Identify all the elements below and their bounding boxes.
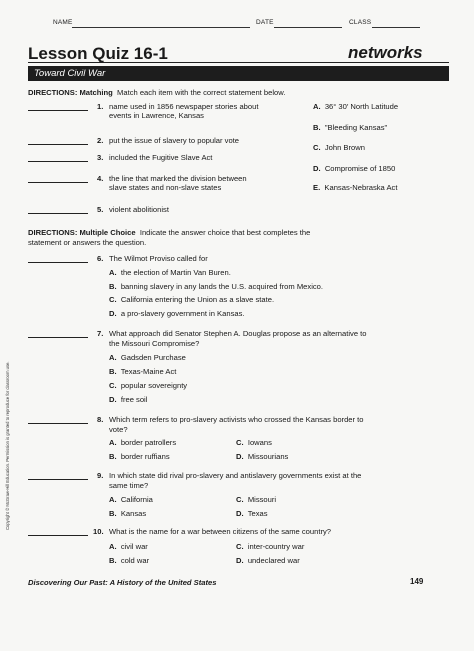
section-bar: Toward Civil War	[28, 66, 449, 81]
question-text-line1: What approach did Senator Stephen A. Douglas propose as an alternative to	[109, 329, 367, 338]
item-text-line1: the line that marked the division between	[109, 174, 247, 183]
mc-directions-text: Indicate the answer choice that best completes the	[139, 228, 311, 237]
mc-directions	[28, 228, 310, 237]
option-a[interactable]: A. civil war	[109, 542, 148, 551]
option-b[interactable]: B. banning slavery in any lands the U.S. acquired from Mexico.	[109, 282, 324, 291]
mc-directions-line2: statement or answers the question.	[28, 238, 147, 247]
answer-blank[interactable]	[28, 213, 88, 214]
answer-blank[interactable]	[28, 161, 88, 162]
answer-blank[interactable]	[28, 423, 88, 424]
option-b[interactable]: B. Kansas	[109, 509, 147, 518]
question-number: 6.	[97, 254, 104, 263]
networks-logo: networks	[348, 43, 423, 62]
option-d[interactable]: D. a pro-slavery government in Kansas.	[109, 309, 245, 318]
option-c[interactable]: C. inter-country war	[236, 542, 305, 551]
class-line[interactable]	[372, 27, 420, 28]
date-label: DATE	[256, 19, 274, 26]
class-label: CLASS	[349, 19, 372, 26]
answer-blank[interactable]	[28, 144, 88, 145]
item-text-line1: put the issue of slavery to popular vote	[109, 136, 240, 145]
option-b[interactable]: B. Texas-Maine Act	[109, 367, 177, 376]
question-number: 9.	[97, 471, 104, 480]
item-number: 3.	[97, 153, 104, 162]
question-number: 7.	[97, 329, 104, 338]
item-text-line1: name used in 1856 newspaper stories about	[109, 102, 259, 111]
question-text-line2: the Missouri Compromise?	[109, 339, 200, 348]
name-line[interactable]	[72, 27, 250, 28]
item-text-line1: included the Fugitive Slave Act	[109, 153, 213, 162]
answer-choice-d: D. Compromise of 1850	[313, 164, 396, 173]
item-number: 5.	[97, 205, 104, 214]
matching-directions	[28, 88, 285, 97]
option-c[interactable]: C. Missouri	[236, 495, 277, 504]
answer-choice-c: C. John Brown	[313, 143, 365, 152]
item-text-line2: slave states and non-slave states	[109, 183, 222, 192]
item-number: 4.	[97, 174, 104, 183]
item-number: 2.	[97, 136, 104, 145]
answer-blank[interactable]	[28, 479, 88, 480]
option-b[interactable]: B. border ruffians	[109, 452, 170, 461]
option-b[interactable]: B. cold war	[109, 556, 150, 565]
footer-book-title: Discovering Our Past: A History of the United States	[28, 578, 217, 587]
page-number: 149	[410, 577, 424, 586]
question-text-line2: vote?	[109, 425, 128, 434]
option-d[interactable]: D. free soil	[109, 395, 148, 404]
copyright-note: Copyright © McGraw-Hill Education. Permission is granted to reproduce for classroom use.	[5, 361, 10, 530]
question-text-line2: same time?	[109, 481, 149, 490]
question-number: 8.	[97, 415, 104, 424]
question-text: The Wilmot Proviso called for	[109, 254, 208, 263]
answer-blank[interactable]	[28, 337, 88, 338]
question-text-line1: Which term refers to pro-slavery activists who crossed the Kansas border to	[109, 415, 364, 424]
matching-directions-heading: DIRECTIONS: Matching	[28, 88, 113, 97]
date-line[interactable]	[274, 27, 342, 28]
answer-choice-a: A. 36° 30′ North Latitude	[313, 102, 399, 111]
question-text-line1: In which state did rival pro-slavery and antislavery governments exist at the	[109, 471, 362, 480]
item-number: 1.	[97, 102, 104, 111]
matching-directions-text: Match each item with the correct statement below.	[117, 88, 286, 97]
option-c[interactable]: C. California entering the Union as a slave state.	[109, 295, 275, 304]
question-number: 10.	[93, 527, 104, 536]
item-text-line2: events in Lawrence, Kansas	[109, 111, 204, 120]
option-a[interactable]: A. the election of Martin Van Buren.	[109, 268, 231, 277]
option-d[interactable]: D. Missourians	[236, 452, 289, 461]
option-d[interactable]: D. undeclared war	[236, 556, 300, 565]
option-c[interactable]: C. Iowans	[236, 438, 272, 447]
item-text-line1: violent abolitionist	[109, 205, 169, 214]
option-a[interactable]: A. California	[109, 495, 153, 504]
name-label: NAME	[53, 19, 73, 26]
option-d[interactable]: D. Texas	[236, 509, 268, 518]
option-a[interactable]: A. Gadsden Purchase	[109, 353, 186, 362]
option-a[interactable]: A. border patrollers	[109, 438, 177, 447]
answer-choice-b: B. "Bleeding Kansas"	[313, 123, 388, 132]
answer-choice-e: E. Kansas-Nebraska Act	[313, 183, 398, 192]
answer-blank[interactable]	[28, 110, 88, 111]
logo-underline	[28, 62, 449, 63]
answer-blank[interactable]	[28, 262, 88, 263]
option-c[interactable]: C. popular sovereignty	[109, 381, 188, 390]
answer-blank[interactable]	[28, 535, 88, 536]
answer-blank[interactable]	[28, 182, 88, 183]
mc-directions-heading: DIRECTIONS: Multiple Choice	[28, 228, 136, 237]
quiz-title: Lesson Quiz 16-1	[28, 44, 168, 63]
question-text: What is the name for a war between citizens of the same country?	[109, 527, 332, 536]
